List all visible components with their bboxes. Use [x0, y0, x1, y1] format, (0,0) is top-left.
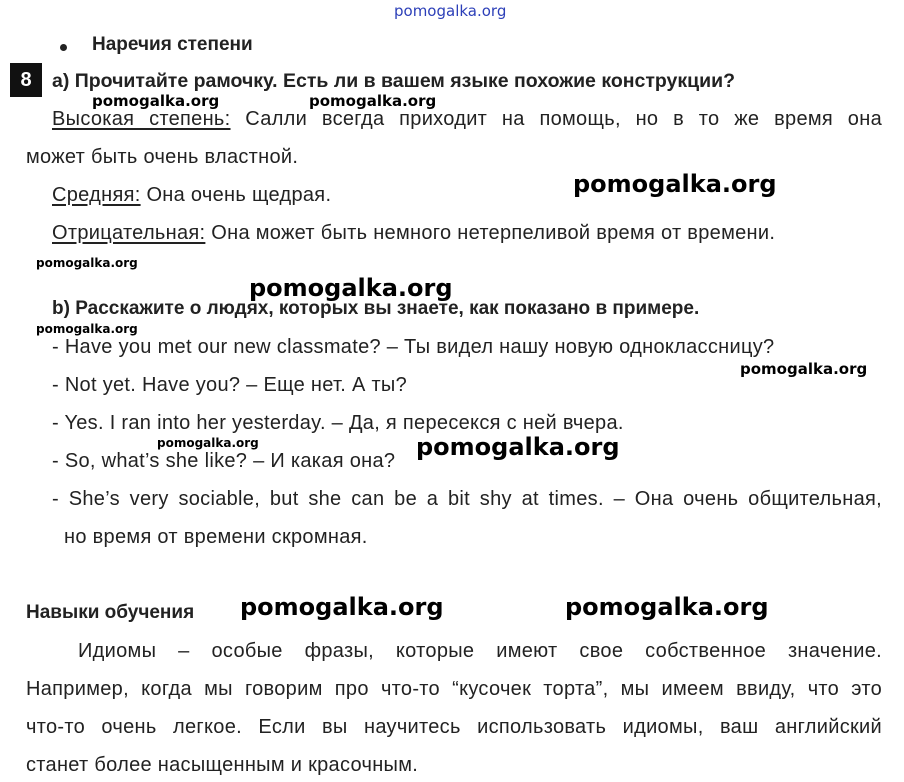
bullet-icon [60, 44, 67, 51]
watermark: pomogalka.org [573, 170, 777, 198]
exercise-number-badge: 8 [10, 63, 42, 97]
watermark: pomogalka.org [394, 2, 507, 20]
medium-degree-line [52, 184, 331, 207]
watermark: pomogalka.org [240, 593, 444, 621]
watermark: pomogalka.org [249, 274, 453, 302]
high-degree-line [52, 108, 882, 131]
dialogue-line: - So, what’s she like? – И какая она? [52, 450, 396, 472]
watermark: pomogalka.org [309, 92, 437, 110]
watermark: pomogalka.org [157, 436, 259, 450]
study-skills-paragraph-line: что-то очень легкое. Если вы научитесь использовать идиомы, ваш английский [26, 716, 882, 738]
dialogue-line: - She’s very sociable, but she can be a bit shy at times. – Она очень общительная, [52, 488, 882, 510]
watermark: pomogalka.org [36, 256, 138, 270]
watermark: pomogalka.org [740, 360, 868, 378]
negative-degree-text: Она может быть немного нетерпеливой время от времени. [211, 222, 776, 244]
high-degree-text: Салли всегда приходит на помощь, но в то же время она [245, 108, 883, 130]
high-degree-text-cont: может быть очень властной. [26, 146, 299, 168]
part-a-heading: a) Прочитайте рамочку. Есть ли в вашем языке похожие конструкции? [52, 70, 736, 92]
dialogue-line: но время от времени скромная. [64, 526, 368, 548]
watermark: pomogalka.org [92, 92, 220, 110]
watermark: pomogalka.org [36, 322, 138, 336]
negative-degree-line [52, 222, 775, 245]
study-skills-paragraph-line: станет более насыщенным и красочным. [26, 754, 419, 776]
section-title: Наречия степени [92, 34, 253, 55]
dialogue-line: - Yes. I ran into her yesterday. – Да, я пересекся с ней вчера. [52, 412, 624, 434]
medium-degree-label: Средняя: [52, 184, 141, 206]
high-degree-label: Высокая степень: [52, 108, 231, 130]
watermark: pomogalka.org [565, 593, 769, 621]
study-skills-paragraph-line: Идиомы – особые фразы, которые имеют свое собственное значение. [78, 640, 882, 662]
medium-degree-text: Она очень щедрая. [146, 184, 332, 206]
dialogue-line: - Not yet. Have you? – Еще нет. А ты? [52, 374, 408, 396]
watermark: pomogalka.org [416, 433, 620, 461]
study-skills-heading: Навыки обучения [26, 602, 195, 623]
dialogue-line: - Have you met our new classmate? – Ты видел нашу новую одноклассницу? [52, 336, 775, 358]
negative-degree-label: Отрицательная: [52, 222, 206, 244]
part-b-heading: b) Расскажите о людях, которых вы знаете, как показано в примере. [52, 298, 700, 319]
study-skills-paragraph-line: Например, когда мы говорим про что-то “кусочек торта”, мы имеем ввиду, что это [26, 678, 882, 700]
